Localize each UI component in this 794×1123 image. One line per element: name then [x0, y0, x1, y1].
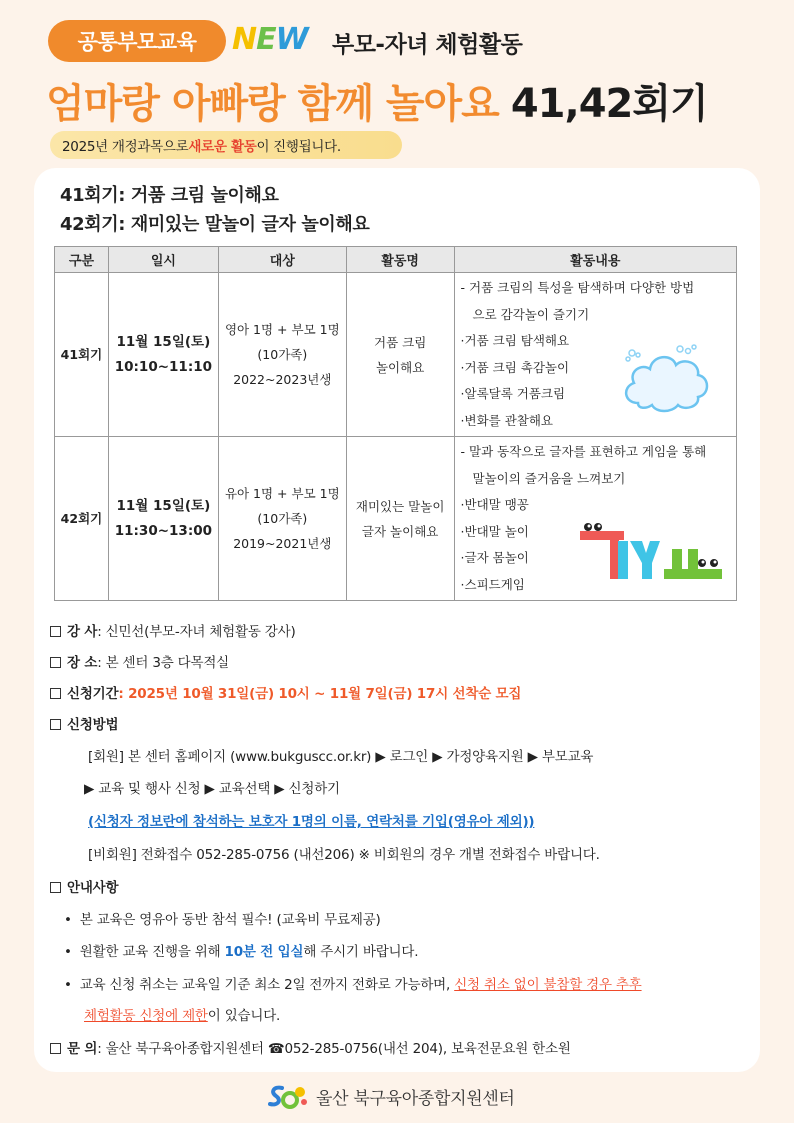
guide-item	[64, 940, 418, 960]
letter-characters-icon	[576, 523, 726, 587]
content-line: ·반대말 맹꽁	[460, 497, 529, 512]
title-session-number: 41,42회기	[510, 81, 708, 127]
guide-highlight: 10분 전 입실	[224, 944, 304, 960]
guide-text: 원활한 교육 진행을 위해	[79, 944, 225, 960]
page-title	[46, 72, 708, 129]
bullet-icon: •	[64, 977, 72, 993]
content-line: ·변화를 관찰해요	[460, 412, 554, 428]
guide-item	[64, 908, 381, 928]
method-line: [회원] 본 센터 홈페이지 (www.bukguscc.or.kr) ▶ 로그인 ▶ 가정양육지원 ▶ 부모교육	[88, 749, 594, 765]
target-cell	[218, 273, 346, 437]
date-cell	[108, 437, 218, 601]
new-logo-e: E	[256, 22, 276, 57]
method-label: 신청방법	[67, 717, 119, 733]
guide-item	[64, 973, 642, 993]
schedule-table	[54, 246, 737, 601]
notice-highlight: 새로운 활동	[188, 139, 257, 155]
bullet-icon: •	[64, 912, 72, 928]
target-line: 2019~2021년생	[233, 536, 332, 551]
lecturer-label: 강 사	[67, 624, 98, 640]
footer	[268, 1082, 515, 1110]
activity-line: 글자 놀이해요	[361, 523, 439, 539]
session-cell: 41회기	[55, 273, 109, 437]
content-line: ·글자 몸놀이	[460, 550, 529, 565]
period-value: : 2025년 10월 31일(금) 10시 ~ 11월 7일(금) 17시 선착순 모집	[118, 686, 522, 702]
cloud-icon	[618, 343, 714, 417]
guide-text: 이 있습니다.	[207, 1008, 281, 1024]
col-header: 일시	[108, 247, 218, 273]
checkbox-square-icon	[50, 719, 61, 730]
footer-org-name: 울산 북구육아종합지원센터	[316, 1088, 515, 1109]
checkbox-square-icon	[50, 657, 61, 668]
period-label: 신청기간	[67, 686, 119, 702]
checkbox-square-icon	[50, 882, 61, 893]
new-logo	[232, 22, 308, 60]
method-info	[50, 713, 118, 733]
place-label: 장 소	[67, 655, 98, 671]
checkbox-square-icon	[50, 626, 61, 637]
table-row	[55, 273, 737, 437]
method-line: ▶ 교육 및 행사 신청 ▶ 교육선택 ▶ 신청하기	[84, 781, 340, 797]
method-line: [비회원] 전화접수 052-285-0756 (내선206) ※ 비회원의 경우 개별 전화접수 바랍니다.	[88, 847, 600, 863]
col-header: 활동내용	[454, 247, 736, 273]
content-cell	[454, 273, 736, 437]
target-line: 영아 1명 + 부모 1명	[224, 322, 340, 337]
time: 11:30~13:00	[114, 522, 213, 539]
contact-info	[50, 1037, 571, 1057]
period-info	[50, 682, 521, 702]
content-cell	[454, 437, 736, 601]
place-info	[50, 651, 229, 671]
content-line: - 말과 동작으로 글자를 표현하고 게임을 통해	[460, 444, 707, 459]
new-logo-n: N	[232, 22, 257, 57]
date-cell	[108, 273, 218, 437]
contact-value: : 울산 북구육아종합지원센터 ☎052-285-0756(내선 204), 보육전문요원 한소원	[97, 1041, 571, 1057]
activity-cell	[346, 273, 454, 437]
date: 11월 15일(토)	[116, 497, 211, 514]
checkbox-square-icon	[50, 688, 61, 699]
target-line: (10가족)	[257, 511, 308, 526]
center-logo-icon	[268, 1082, 308, 1110]
guide-item-continued	[84, 1004, 280, 1024]
notice-pre: 2025년 개정과목으로	[62, 139, 189, 155]
guide-text: 교육 신청 취소는 교육일 기준 최소 2일 전까지 전화로 가능하며,	[79, 977, 455, 993]
activity-line: 거품 크림	[374, 334, 427, 350]
content-line: ·거품 크림 촉감놀이	[460, 359, 570, 375]
guide-label: 안내사항	[67, 880, 119, 896]
time: 10:10~11:10	[114, 358, 213, 375]
target-cell	[218, 437, 346, 601]
activity-line: 놀이해요	[375, 359, 425, 375]
guide-text: 본 교육은 영유아 동반 참석 필수! (교육비 무료제공)	[79, 912, 381, 928]
guide-highlight: 체험활동 신청에 제한	[84, 1008, 208, 1024]
target-line: 2022~2023년생	[233, 372, 332, 387]
session-42-heading: 42회기: 재미있는 말놀이 글자 놀이해요	[60, 214, 370, 235]
content-line: 으로 감각놀이 즐기기	[472, 306, 590, 322]
activity-line: 재미있는 말놀이	[355, 498, 445, 514]
program-tag: 공통부모교육	[48, 20, 226, 62]
contact-label: 문 의	[67, 1041, 98, 1057]
table-header-row	[55, 247, 737, 273]
col-header: 대상	[218, 247, 346, 273]
target-line: 유아 1명 + 부모 1명	[224, 486, 340, 501]
place-value: : 본 센터 3층 다목적실	[97, 655, 230, 671]
content-line: 말놀이의 즐거움을 느껴보기	[472, 470, 626, 486]
target-line: (10가족)	[257, 347, 308, 362]
guide-info	[50, 876, 118, 896]
method-note-link[interactable]: (신청자 정보란에 참석하는 보호자 1명의 이름, 연락처를 기입(영유아 제외))	[88, 814, 535, 830]
col-header: 구분	[55, 247, 109, 273]
bullet-icon: •	[64, 944, 72, 960]
subtitle: 부모-자녀 체험활동	[332, 32, 523, 58]
content-line: ·알록달록 거품크림	[460, 386, 566, 401]
notice-post: 이 진행됩니다.	[256, 139, 341, 155]
content-line: - 거품 크림의 특성을 탐색하며 다양한 방법	[460, 280, 695, 295]
title-text: 엄마랑 아빠랑 함께 놀아요	[46, 81, 499, 127]
content-line: ·반대말 놀이	[460, 523, 529, 539]
new-logo-w: W	[275, 22, 308, 57]
content-line: ·거품 크림 탐색해요	[460, 333, 570, 348]
date: 11월 15일(토)	[116, 333, 211, 350]
content-line: ·스피드게임	[460, 576, 525, 592]
guide-highlight: 신청 취소 없이 불참할 경우 추후	[454, 977, 642, 993]
checkbox-square-icon	[50, 1043, 61, 1054]
notice-banner	[50, 131, 402, 159]
session-41-heading: 41회기: 거품 크림 놀이해요	[60, 185, 279, 206]
col-header: 활동명	[346, 247, 454, 273]
session-cell: 42회기	[55, 437, 109, 601]
lecturer-value: : 신민선(부모-자녀 체험활동 강사)	[97, 624, 296, 640]
table-row	[55, 437, 737, 601]
lecturer-info	[50, 620, 296, 640]
activity-cell	[346, 437, 454, 601]
guide-text: 해 주시기 바랍니다.	[303, 944, 419, 960]
